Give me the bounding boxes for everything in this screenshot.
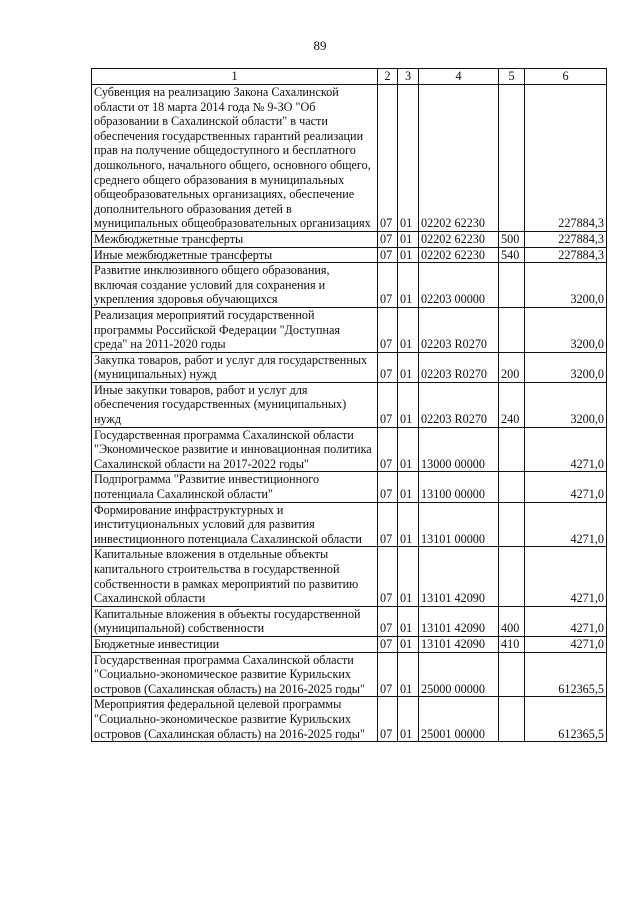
row-amount: 4271,0 — [525, 427, 607, 472]
row-section: 07 — [378, 263, 398, 308]
row-description: Субвенция на реализацию Закона Сахалинской области от 18 марта 2014 года № 9-ЗО "Об образовании в Сахалинской области" в части обеспечения государственных гарантий реализации прав на получение общедоступного и бесплатного дошкольного, начального общего, основного общего, среднего общего образования в муниципальных общеобразовательных организациях, обеспечение дополнительного образования детей в муниципальных общеобразовательных организациях — [92, 85, 378, 232]
row-description: Государственная программа Сахалинской области "Социально-экономическое развитие Курильских островов (Сахалинская область) на 2016-2025 годы" — [92, 652, 378, 697]
table-row — [92, 472, 607, 502]
row-target-code: 02203 R0270 — [419, 307, 499, 352]
row-target-code: 13101 42090 — [419, 636, 499, 652]
row-section: 07 — [378, 502, 398, 547]
row-section: 07 — [378, 247, 398, 263]
table-row — [92, 502, 607, 547]
row-section: 07 — [378, 231, 398, 247]
row-subsection: 01 — [398, 427, 419, 472]
row-amount: 612365,5 — [525, 697, 607, 742]
table-row — [92, 85, 607, 232]
row-amount: 4271,0 — [525, 636, 607, 652]
row-target-code: 02202 62230 — [419, 231, 499, 247]
row-description: Формирование инфраструктурных и институциональных условий для развития инвестиционного потенциала Сахалинской области — [92, 502, 378, 547]
row-expense-type — [499, 547, 525, 606]
table-header-row — [92, 69, 607, 85]
row-amount: 227884,3 — [525, 231, 607, 247]
row-description: Капитальные вложения в отдельные объекты капитального строительства в государственной собственности в рамках мероприятий по развитию Сахалинской области — [92, 547, 378, 606]
table-row — [92, 263, 607, 308]
table-row — [92, 636, 607, 652]
row-subsection: 01 — [398, 547, 419, 606]
row-amount: 4271,0 — [525, 502, 607, 547]
row-section: 07 — [378, 307, 398, 352]
row-amount: 4271,0 — [525, 606, 607, 636]
row-expense-type — [499, 502, 525, 547]
row-amount: 3200,0 — [525, 263, 607, 308]
row-target-code: 13101 42090 — [419, 547, 499, 606]
page-number: 89 — [313, 38, 327, 53]
row-section: 07 — [378, 697, 398, 742]
row-description: Капитальные вложения в объекты государственной (муниципальной) собственности — [92, 606, 378, 636]
column-header: 2 — [378, 69, 398, 85]
row-section: 07 — [378, 85, 398, 232]
row-subsection: 01 — [398, 652, 419, 697]
row-section: 07 — [378, 352, 398, 382]
row-amount: 4271,0 — [525, 547, 607, 606]
row-subsection: 01 — [398, 263, 419, 308]
row-expense-type: 540 — [499, 247, 525, 263]
row-amount: 227884,3 — [525, 85, 607, 232]
row-description: Межбюджетные трансферты — [92, 231, 378, 247]
row-expense-type: 200 — [499, 352, 525, 382]
row-subsection: 01 — [398, 606, 419, 636]
column-header: 5 — [499, 69, 525, 85]
row-expense-type — [499, 652, 525, 697]
row-expense-type: 410 — [499, 636, 525, 652]
row-section: 07 — [378, 382, 398, 427]
row-section: 07 — [378, 427, 398, 472]
row-expense-type: 400 — [499, 606, 525, 636]
budget-table — [91, 68, 607, 742]
row-subsection: 01 — [398, 85, 419, 232]
row-description: Развитие инклюзивного общего образования, включая создание условий для сохранения и укрепления здоровья обучающихся — [92, 263, 378, 308]
table-row — [92, 652, 607, 697]
row-expense-type — [499, 472, 525, 502]
column-header: 3 — [398, 69, 419, 85]
row-description: Государственная программа Сахалинской области "Экономическое развитие и инновационная политика Сахалинской области на 2017-2022 годы" — [92, 427, 378, 472]
row-target-code: 13101 42090 — [419, 606, 499, 636]
row-expense-type — [499, 307, 525, 352]
row-target-code: 13100 00000 — [419, 472, 499, 502]
row-amount: 612365,5 — [525, 652, 607, 697]
row-amount: 3200,0 — [525, 307, 607, 352]
table-row — [92, 352, 607, 382]
row-section: 07 — [378, 547, 398, 606]
table-row — [92, 231, 607, 247]
row-section: 07 — [378, 606, 398, 636]
row-amount: 227884,3 — [525, 247, 607, 263]
row-subsection: 01 — [398, 636, 419, 652]
row-subsection: 01 — [398, 231, 419, 247]
table-row — [92, 697, 607, 742]
row-target-code: 25001 00000 — [419, 697, 499, 742]
row-description: Бюджетные инвестиции — [92, 636, 378, 652]
row-section: 07 — [378, 472, 398, 502]
table-row — [92, 606, 607, 636]
row-target-code: 02202 62230 — [419, 247, 499, 263]
row-subsection: 01 — [398, 502, 419, 547]
row-subsection: 01 — [398, 697, 419, 742]
row-subsection: 01 — [398, 382, 419, 427]
row-description: Иные межбюджетные трансферты — [92, 247, 378, 263]
table-row — [92, 382, 607, 427]
row-subsection: 01 — [398, 247, 419, 263]
column-header: 4 — [419, 69, 499, 85]
column-header: 1 — [92, 69, 378, 85]
row-target-code: 02203 R0270 — [419, 382, 499, 427]
table-row — [92, 307, 607, 352]
row-expense-type — [499, 85, 525, 232]
row-target-code: 02203 R0270 — [419, 352, 499, 382]
row-section: 07 — [378, 652, 398, 697]
table-row — [92, 427, 607, 472]
row-amount: 3200,0 — [525, 352, 607, 382]
row-description: Закупка товаров, работ и услуг для государственных (муниципальных) нужд — [92, 352, 378, 382]
row-amount: 4271,0 — [525, 472, 607, 502]
row-subsection: 01 — [398, 307, 419, 352]
row-target-code: 02203 00000 — [419, 263, 499, 308]
row-description: Мероприятия федеральной целевой программы "Социально-экономическое развитие Курильских островов (Сахалинская область) на 2016-2025 годы" — [92, 697, 378, 742]
row-section: 07 — [378, 636, 398, 652]
row-expense-type: 240 — [499, 382, 525, 427]
row-expense-type: 500 — [499, 231, 525, 247]
row-target-code: 13000 00000 — [419, 427, 499, 472]
row-subsection: 01 — [398, 472, 419, 502]
table-row — [92, 247, 607, 263]
row-expense-type — [499, 697, 525, 742]
row-description: Подпрограмма "Развитие инвестиционного потенциала Сахалинской области" — [92, 472, 378, 502]
row-expense-type — [499, 263, 525, 308]
row-description: Реализация мероприятий государственной программы Российской Федерации "Доступная среда" на 2011-2020 годы — [92, 307, 378, 352]
row-target-code: 25000 00000 — [419, 652, 499, 697]
table-row — [92, 547, 607, 606]
column-header: 6 — [525, 69, 607, 85]
row-subsection: 01 — [398, 352, 419, 382]
row-amount: 3200,0 — [525, 382, 607, 427]
row-description: Иные закупки товаров, работ и услуг для обеспечения государственных (муниципальных) нужд — [92, 382, 378, 427]
row-expense-type — [499, 427, 525, 472]
row-target-code: 02202 62230 — [419, 85, 499, 232]
row-target-code: 13101 00000 — [419, 502, 499, 547]
